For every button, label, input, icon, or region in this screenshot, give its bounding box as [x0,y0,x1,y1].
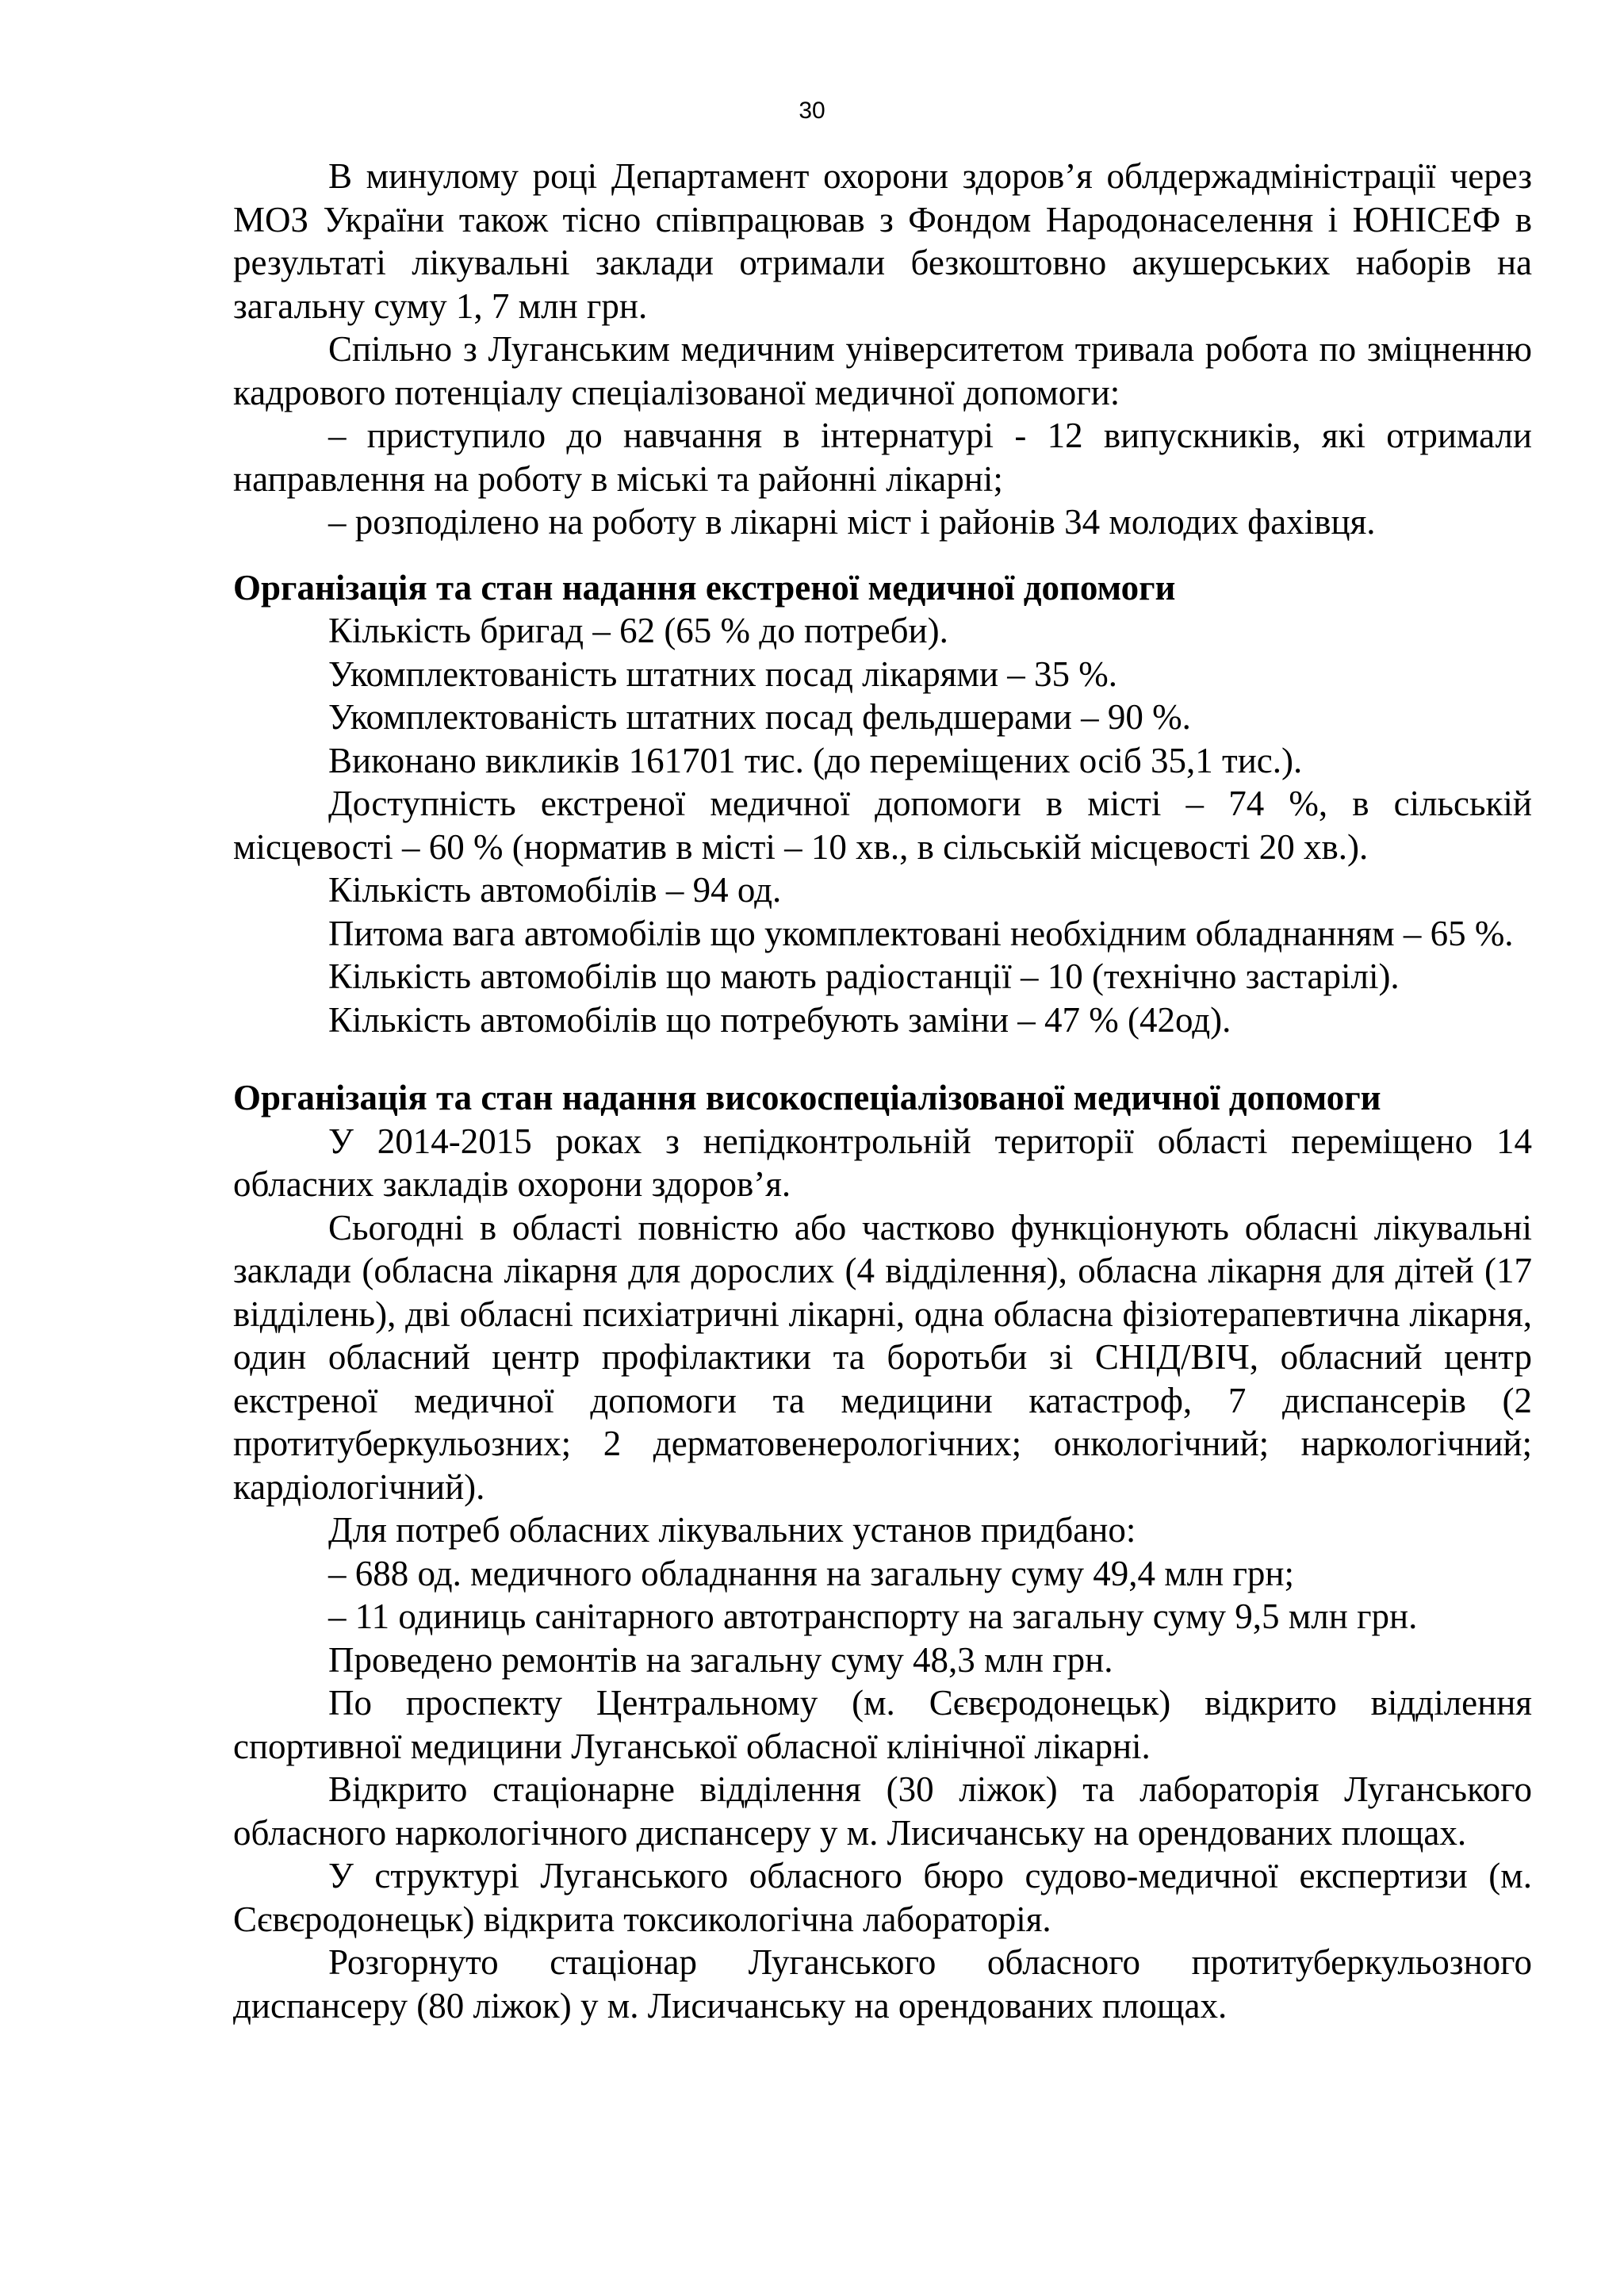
paragraph: У 2014-2015 роках з непідконтрольній території області переміщено 14 обласних закладів охорони здоров’я. [233,1121,1532,1204]
paragraph: Сьогодні в області повністю або частково функціонують обласні лікувальні заклади (обласна лікарня для дорослих (4 відділення), обласна лікарня для дітей (17 відділень), дві обласні психіатричні лікарні, одна обласна фізіотерапевтична лікарня, один обласний центр профілактики та боротьби зі СНІД/ВІЧ, обласний центр екстреної медичної допомоги та медицини катастроф, 7 диспансерів (2 протитуберкульозних; 2 дерматовенерологічних; онкологічний; наркологічний; кардіологічний). [233,1207,1532,1507]
document-body [233,155,1532,2027]
list-item: – 11 одиниць санітарного автотранспорту на загальну суму 9,5 млн грн. [328,1596,1418,1636]
paragraph: У структурі Луганського обласного бюро судово-медичної експертизи (м. Сєвєродонецьк) відкрита токсикологічна лабораторія. [233,1856,1532,1939]
list-item: – розподілено на роботу в лікарні міст і районів 34 молодих фахівця. [328,502,1376,542]
section-heading: Організація та стан надання екстреної медичної допомоги [233,567,1176,608]
paragraph: Виконано викликів 161701 тис. (до переміщених осіб 35,1 тис.). [328,740,1303,780]
paragraph: Проведено ремонтів на загальну суму 48,3 млн грн. [328,1639,1113,1680]
paragraph: В минулому році Департамент охорони здоров’я облдержадміністрації через МОЗ України також тісно співпрацював з Фондом Народонаселення і ЮНІСЕФ в результаті лікувальні заклади отримали безкоштовно акушерських наборів на загальну суму 1, 7 млн грн. [233,156,1532,326]
paragraph: Укомплектованість штатних посад фельдшерами – 90 %. [328,697,1191,737]
page-number: 30 [799,98,825,124]
paragraph: Кількість автомобілів що мають радіостанції – 10 (технічно застарілі). [328,956,1400,996]
list-item: – приступило до навчання в інтернатурі - 12 випускників, які отримали направлення на роботу в міські та районні лікарні; [233,416,1532,499]
paragraph: Кількість автомобілів що потребують заміни – 47 % (42од). [328,999,1231,1040]
paragraph: Питома вага автомобілів що укомплектовані необхідним обладнанням – 65 %. [328,913,1514,953]
paragraph: Спільно з Луганським медичним університетом тривала робота по зміцненню кадрового потенціалу спеціалізованої медичної допомоги: [233,329,1532,412]
paragraph: Укомплектованість штатних посад лікарями – 35 %. [328,654,1118,694]
section-heading: Організація та стан надання високоспеціалізованої медичної допомоги [233,1078,1381,1117]
paragraph: По проспекту Центральному (м. Сєвєродонецьк) відкрито відділення спортивної медицини Луганської обласної клінічної лікарні. [233,1683,1532,1766]
paragraph: Кількість бригад – 62 (65 % до потреби). [328,611,948,650]
paragraph: Розгорнуто стаціонар Луганського обласного протитуберкульозного диспансеру (80 ліжок) у м. Лисичанську на орендованих площах. [233,1942,1532,2026]
paragraph: Для потреб обласних лікувальних установ придбано: [328,1510,1136,1550]
paragraph: Кількість автомобілів – 94 од. [328,870,782,910]
paragraph: Доступність екстреної медичної допомоги в місті – 74 %, в сільській місцевості – 60 % (норматив в місті – 10 хв., в сільській місцевості 20 хв.). [233,784,1532,867]
paragraph: Відкрито стаціонарне відділення (30 ліжок) та лабораторія Луганського обласного наркологічного диспансеру у м. Лисичанську на орендованих площах. [233,1769,1532,1853]
list-item: – 688 од. медичного обладнання на загальну суму 49,4 млн грн; [328,1553,1295,1593]
